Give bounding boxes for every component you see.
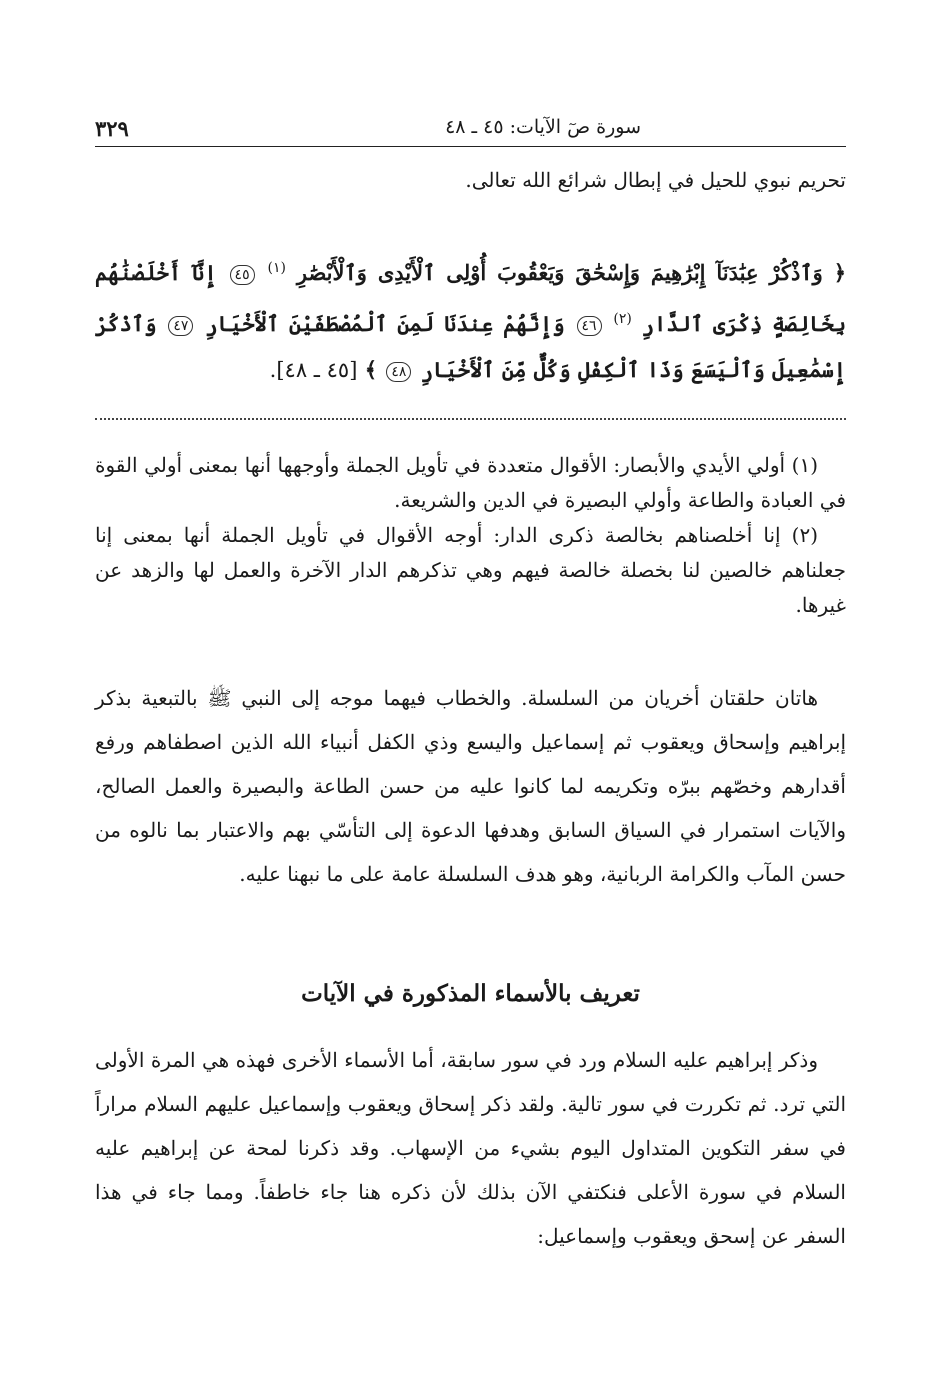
verse-close-bracket: ﴾ [364, 357, 378, 382]
running-title: سورة صٓ الآيات: ٤٥ ـ ٤٨ [445, 116, 641, 138]
footnote-ref-1: (١) [267, 260, 286, 276]
footnotes [95, 448, 846, 623]
ayah-number-46: ٤٦ [577, 316, 602, 336]
verse-part-2: إِنَّآ أَخْلَصْنَٰهُم بِخَالِصَةٍ ذِكْرَى ٱلدَّارِ [95, 260, 847, 336]
ayah-number-47: ٤٧ [168, 316, 193, 336]
verse-reference: [٤٥ ـ ٤٨]. [269, 358, 358, 382]
ayah-number-48: ٤٨ [386, 362, 411, 382]
commentary-paragraph [95, 676, 846, 896]
footnote-ref-2: (٢) [613, 311, 632, 327]
paragraph-1: هاتان حلقتان أخريان من السلسلة. والخطاب فيهما موجه إلى النبي ﷺ بالتبعية بذكر إبراهيم وإسحاق ويعقوب ثم إسماعيل واليسع وذي الكفل أنبياء الله الذين اصطفاهم ورفع أقدارهم وخصّهم ببرّه وتكريمه لما كانوا عليه من حسن الطاعة والبصيرة والعمل الصالح، والآيات استمرار في السياق السابق وهدفها الدعوة إلى التأسّي بهم والاعتبار بما نالوه من حسن المآب والكرامة الربانية، وهو هدف السلسلة عامة على ما نبهنا عليه. [95, 686, 846, 886]
verse-part-4: وَٱذْكُرْ إِسْمَٰعِيلَ وَٱلْيَسَعَ وَذَا ٱلْكِفْلِ وَكُلٌّ مِّنَ ٱلْأَخْيَارِ [95, 311, 846, 382]
quran-verse-block [95, 245, 846, 393]
footnote-2: (٢) إنا أخلصناهم بخالصة ذكرى الدار: أوجه الأقوال في تأويل الجملة أنها بمعنى إنا جعلناهم خالصين لنا بخصلة خالصة فيهم وهي تذكرهم الدار الآخرة والعمل لها والزهد عن غيرها. [95, 523, 846, 617]
running-header [95, 110, 846, 147]
footnote-1: (١) أولي الأيدي والأبصار: الأقوال متعددة في تأويل الجملة وأوجهها أنها بمعنى أولي القوة في العبادة والطاعة وأولي البصيرة في الدين والشريعة. [95, 453, 846, 512]
paragraph-2: وذكر إبراهيم عليه السلام ورد في سور سابقة، أما الأسماء الأخرى فهذه هي المرة الأولى التي ترد. ثم تكررت في سور تالية. ولقد ذكر إسحاق ويعقوب وإسماعيل عليهم السلام مراراً في سفر التكوين المتداول اليوم بشيء من الإسهاب. وقد ذكرنا لمحة عن إبراهيم عليه السلام في سورة الأعلى فنكتفي الآن بذلك لأن ذكره هنا جاء خاطفاً. ومما جاء في هذا السفر عن إسحق ويعقوب وإسماعيل: [95, 1048, 846, 1248]
intro-line: تحريم نبوي للحيل في إبطال شرائع الله تعالى. [465, 168, 846, 192]
ayah-number-45: ٤٥ [230, 265, 255, 285]
verse-part-1: وَٱذْكُرْ عِبَٰدَنَآ إِبْرَٰهِيمَ وَإِسْحَٰقَ وَيَعْقُوبَ أُوْلِى ٱلْأَيْدِى وَٱلْأَبْصَٰرِ [296, 260, 823, 285]
verse-part-3: وَإِنَّهُمْ عِندَنَا لَمِنَ ٱلْمُصْطَفَيْنَ ٱلْأَخْيَارِ [205, 311, 565, 336]
section-heading: تعريف بالأسماء المذكورة في الآيات [301, 980, 640, 1007]
names-paragraph [95, 1038, 846, 1258]
footnote-separator [95, 418, 846, 420]
verse-open-bracket: ﴿ [833, 260, 847, 285]
page-number: ٣٢٩ [95, 116, 129, 141]
